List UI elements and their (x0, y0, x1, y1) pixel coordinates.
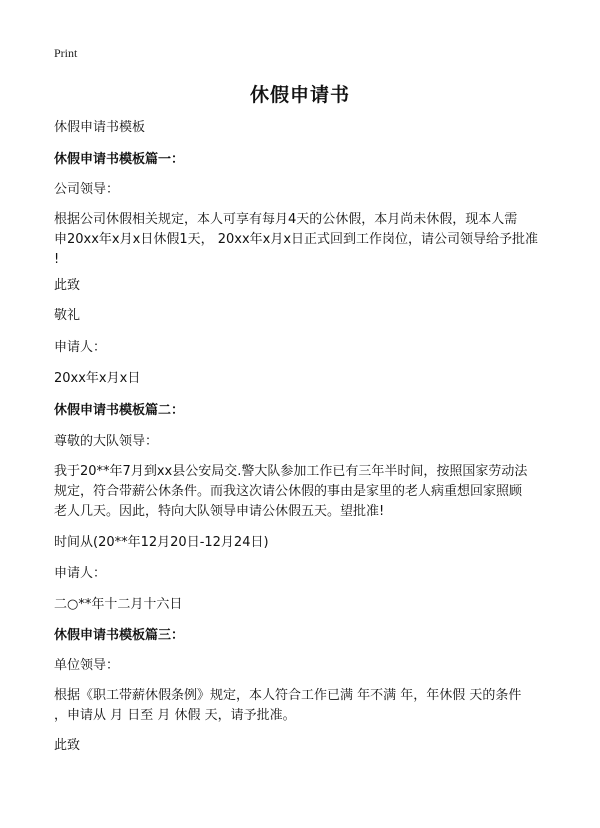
section1-salutation: 公司领导： (54, 182, 120, 197)
section1-body (54, 210, 554, 270)
section1-applicant: 申请人： (54, 340, 107, 355)
section1-body-line: 申20xx年x月x日休假1天， 20xx年x月x日正式回到工作岗位，请公司领导给予批准 (54, 232, 539, 247)
section3-body (54, 686, 554, 726)
section2-body (54, 462, 554, 522)
section3-salutation: 单位领导： (54, 658, 120, 673)
section2-body-line: 我于20**年7月到xx县公安局交.警大队参加工作已有三年半时间，按照国家劳动法 (54, 464, 528, 479)
section1-body-line: 根据公司休假相关规定，本人可享有每月4天的公休假，本月尚未休假，现本人需 (54, 212, 518, 227)
section1-closing-1: 此致 (54, 278, 81, 293)
section1-date: 20xx年x月x日 (54, 371, 141, 386)
subtitle: 休假申请书模板 (54, 120, 146, 135)
section1-closing-2: 敬礼 (54, 308, 81, 323)
document-title: 休假申请书 (249, 84, 350, 106)
section2-body-line: 规定，符合带薪公休条件。而我这次请公休假的事由是家里的老人病重想回家照顾 (54, 484, 523, 499)
section3-body-line: ，申请从 月 日至 月 休假 天，请予批准。 (54, 708, 296, 723)
section2-heading: 休假申请书模板篇二： (54, 403, 185, 418)
section1-heading: 休假申请书模板篇一： (54, 152, 185, 167)
section1-body-line: ! (54, 252, 60, 267)
section2-body-line: 老人几天。因此，特向大队领导申请公休假五天。望批准! (54, 504, 385, 519)
section2-date: 二○**年十二月十六日 (54, 597, 183, 612)
section3-body-line: 根据《职工带薪休假条例》规定，本人符合工作已满 年不满 年，年休假 天的条件 (54, 688, 522, 703)
section2-salutation: 尊敬的大队领导： (54, 434, 159, 449)
section2-applicant: 申请人： (54, 566, 107, 581)
section2-time-range: 时间从(20**年12月20日-12月24日) (54, 535, 269, 550)
section3-heading: 休假申请书模板篇三： (54, 628, 185, 643)
print-link[interactable]: Print (54, 46, 78, 60)
section3-closing-1: 此致 (54, 738, 81, 753)
